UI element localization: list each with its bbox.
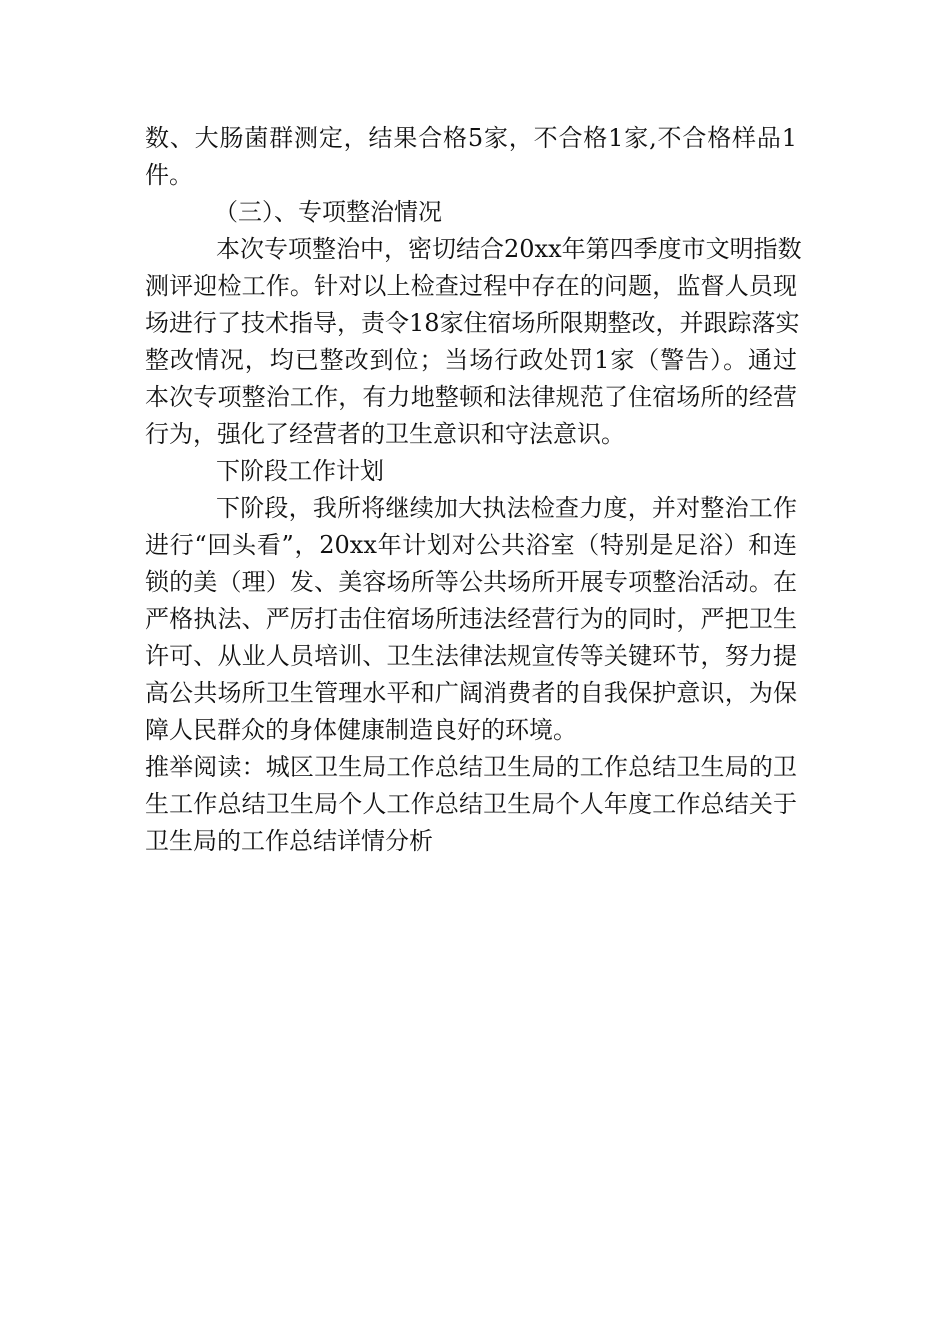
body-text-line: 下阶段，我所将继续加大执法检查力度，并对整治工作: [216, 494, 797, 522]
body-text-line: 行为，强化了经营者的卫生意识和守法意识。: [145, 420, 625, 448]
body-text-line: 严格执法、严厉打击住宿场所违法经营行为的同时，严把卫生: [145, 605, 797, 633]
section-heading: 下阶段工作计划: [216, 457, 384, 485]
body-text-line: 高公共场所卫生管理水平和广阔消费者的自我保护意识，为保: [145, 679, 797, 707]
body-text-line: 许可、从业人员培训、卫生法律法规宣传等关键环节，努力提: [145, 642, 797, 670]
body-text-line: 场进行了技术指导，责令18家住宿场所限期整改，并跟踪落实: [145, 309, 800, 337]
body-text-line: 整改情况，均已整改到位；当场行政处罚1家（警告）。通过: [145, 346, 797, 374]
recommended-reading-line: 推举阅读：城区卫生局工作总结卫生局的工作总结卫生局的卫: [145, 753, 797, 781]
body-text-line: 件。: [145, 161, 193, 189]
section-heading: （三）、专项整治情况: [214, 198, 442, 226]
body-text-line: 本次专项整治中，密切结合20xx年第四季度市文明指数: [216, 235, 802, 263]
body-text-line: 测评迎检工作。针对以上检查过程中存在的问题，监督人员现: [145, 272, 797, 300]
body-text-line: 本次专项整治工作，有力地整顿和法律规范了住宿场所的经营: [145, 383, 797, 411]
recommended-reading-line: 生工作总结卫生局个人工作总结卫生局个人年度工作总结关于: [145, 790, 797, 818]
recommended-reading-line: 卫生局的工作总结详情分析: [145, 827, 433, 855]
body-text-line: 锁的美（理）发、美容场所等公共场所开展专项整治活动。在: [145, 568, 797, 596]
body-text-line: 数、大肠菌群测定，结果合格5家，不合格1家,不合格样品1: [145, 124, 797, 152]
body-text-line: 进行“回头看”，20xx年计划对公共浴室（特别是足浴）和连: [145, 531, 797, 559]
body-text-line: 障人民群众的身体健康制造良好的环境。: [145, 716, 577, 744]
